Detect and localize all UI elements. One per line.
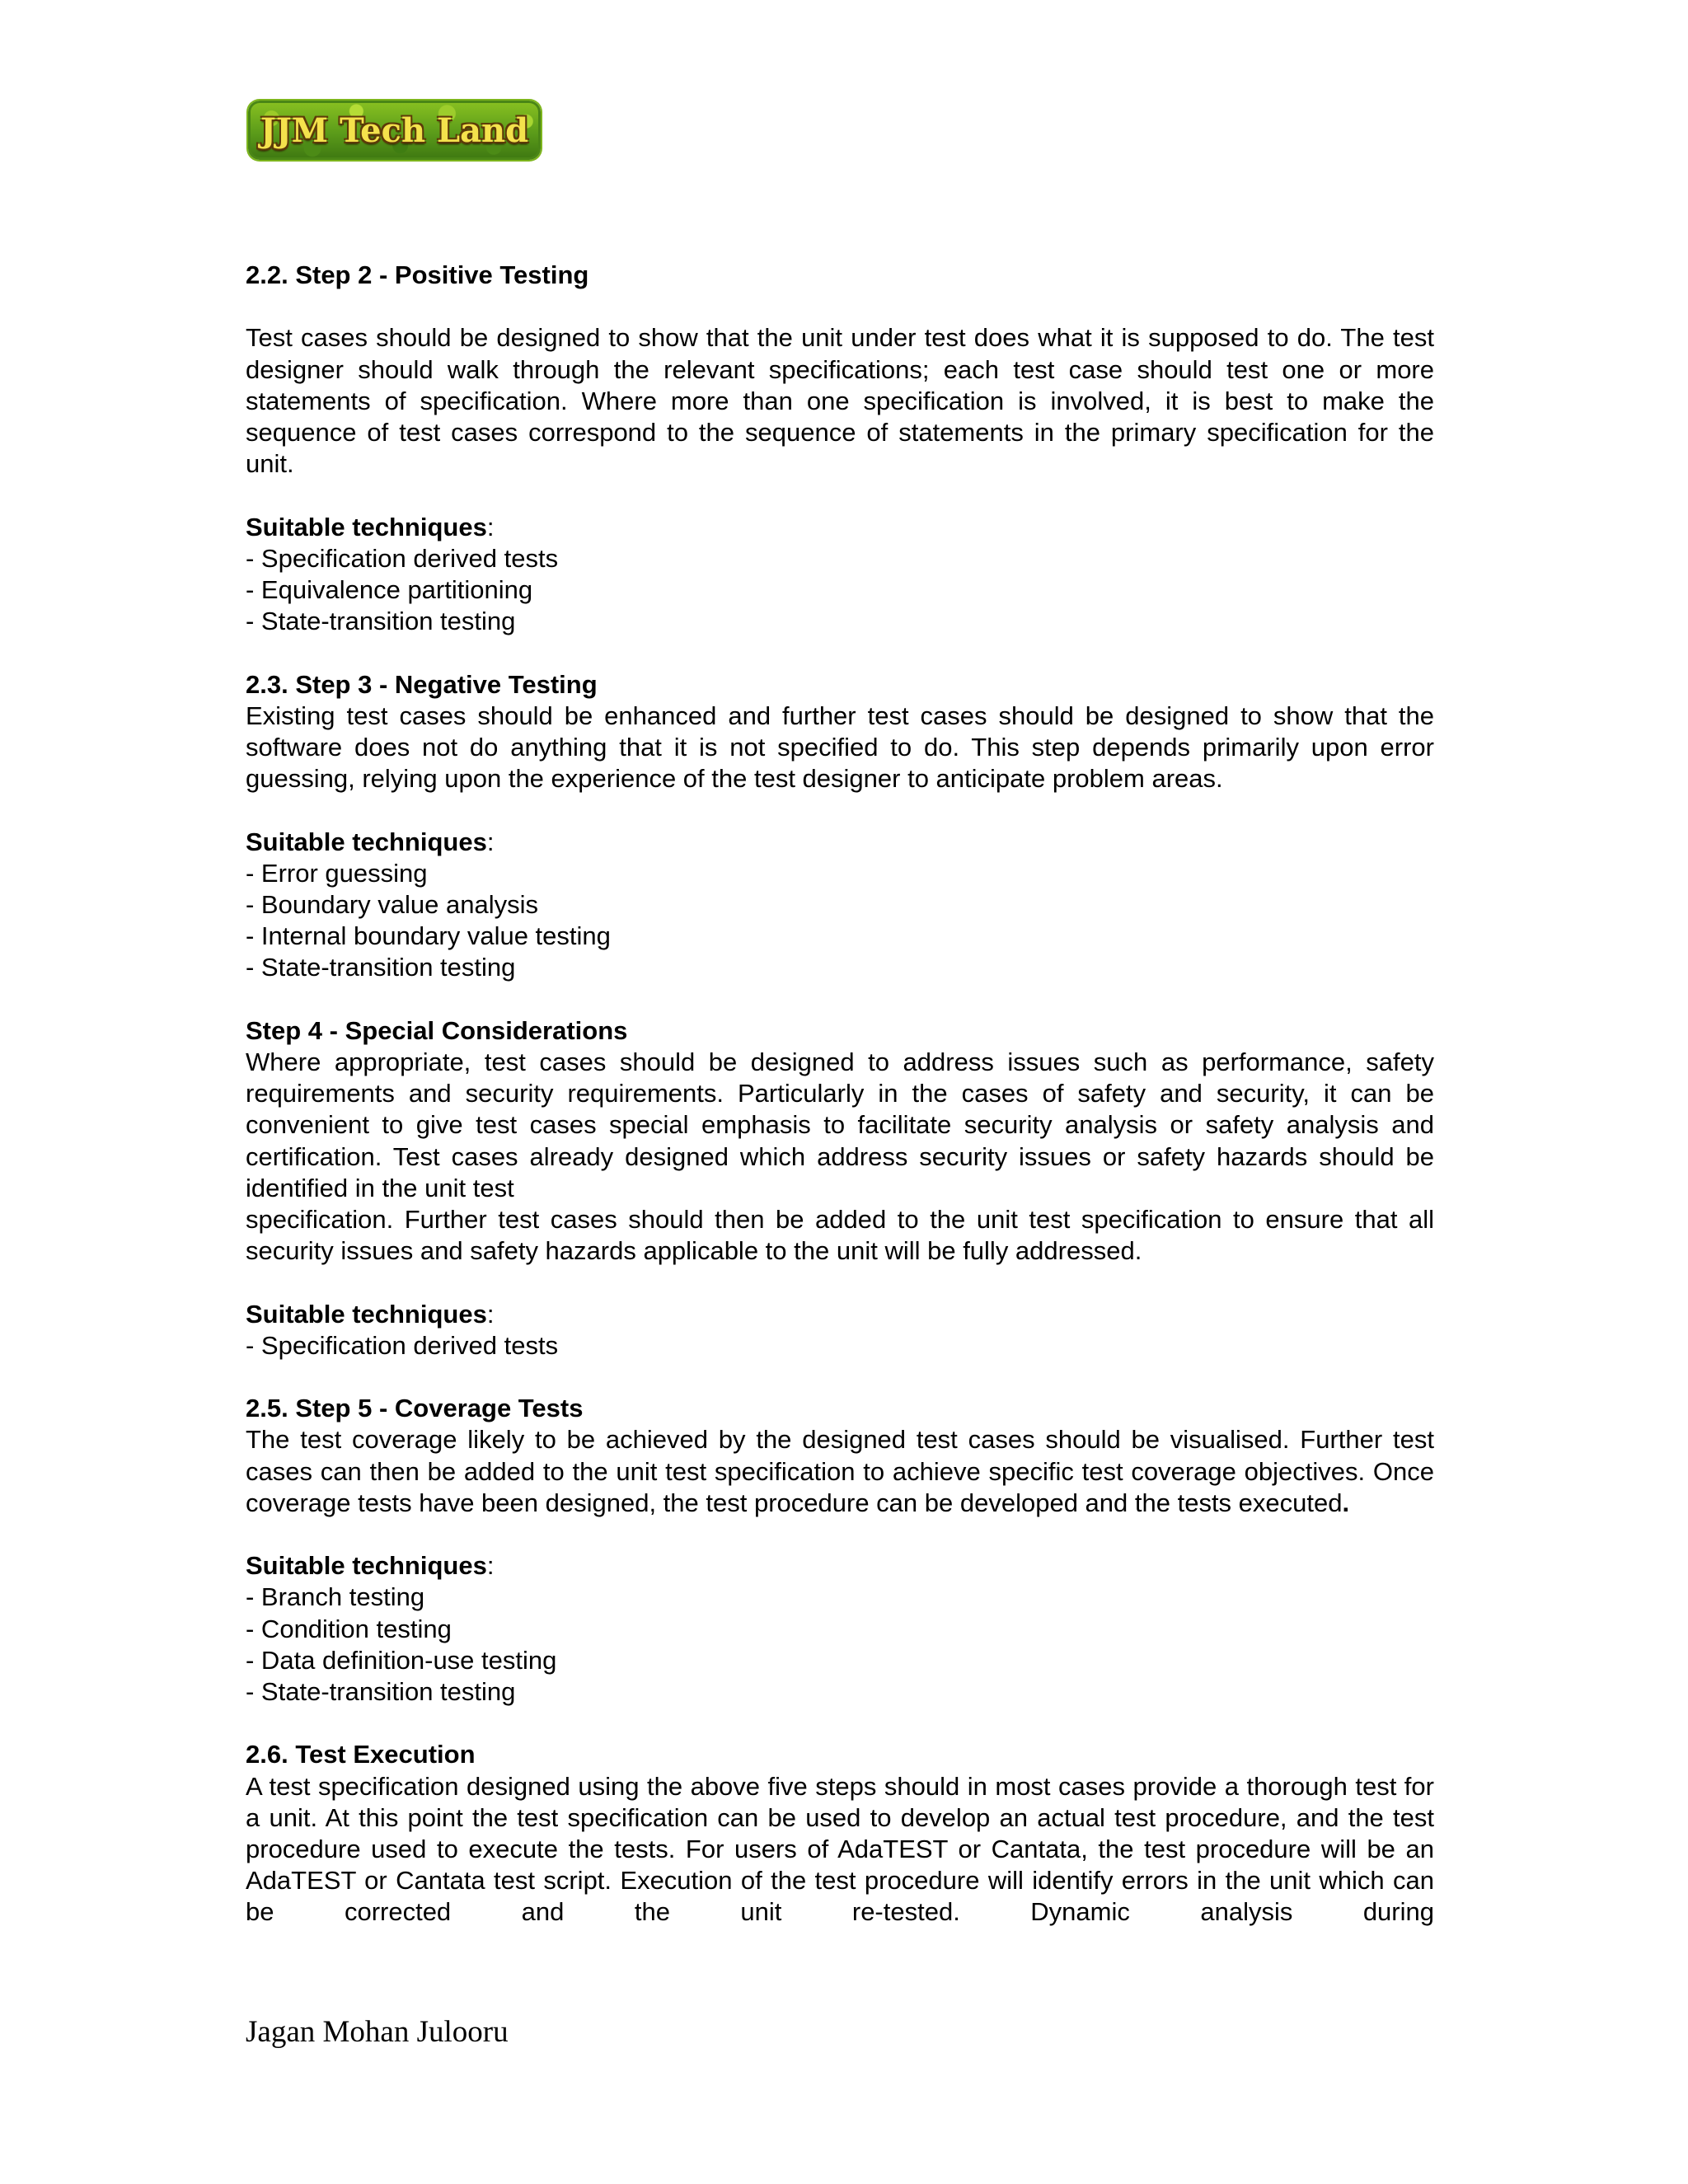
- list-item: - Boundary value analysis: [246, 890, 538, 919]
- spacer: [246, 984, 1434, 1015]
- logo-text: JJM Tech Land: [260, 110, 529, 150]
- techniques-label-text: Suitable techniques: [246, 1299, 487, 1329]
- techniques-label-step3: [246, 827, 1434, 858]
- techniques-label-step4: [246, 1299, 1434, 1330]
- list-item: - Condition testing: [246, 1614, 452, 1643]
- techniques-label-step5: [246, 1550, 1434, 1582]
- spacer: [246, 1267, 1434, 1298]
- list-item: - Specification derived tests: [246, 1330, 559, 1360]
- jjm-tech-land-logo: [248, 101, 541, 160]
- spacer: [246, 291, 1434, 322]
- spacer: [246, 637, 1434, 668]
- list-item: - State-transition testing: [246, 953, 516, 982]
- paragraph-step5-end: .: [1342, 1488, 1350, 1517]
- section-heading-step2: 2.2. Step 2 - Positive Testing: [246, 260, 589, 289]
- techniques-colon: :: [486, 1551, 495, 1581]
- techniques-label-step2: [246, 512, 1434, 543]
- paragraph-step3: Existing test cases should be enhanced and further test cases should be designed to show that the software does not do anything that it is not specified to do. This step depends primarily upon error guessing, relying upon the experience of the test designer to anticipate problem areas.: [246, 701, 1434, 794]
- paragraph-step5-text: The test coverage likely to be achieved by the designed test cases should be visualised. Further test cases can then be added to the unit test specification to achieve specific test coverage objectives. Once coverage tests have been designed, the test procedure can be developed and the tests executed: [246, 1425, 1434, 1517]
- spacer: [246, 1708, 1434, 1739]
- list-item: - Equivalence partitioning: [246, 575, 533, 604]
- techniques-label-text: Suitable techniques: [246, 512, 487, 541]
- paragraph-step2: Test cases should be designed to show that the unit under test does what it is supposed to do. The test designer should walk through the relevant specifications; each test case should test one or more statements of specification. Where more than one specification is involved, it is best to make the sequence of test cases correspond to the sequence of statements in the primary specification for the unit.: [246, 323, 1434, 479]
- list-item: - Internal boundary value testing: [246, 921, 611, 951]
- spacer: [246, 1519, 1434, 1550]
- list-item: - Branch testing: [246, 1582, 425, 1612]
- spacer: [246, 794, 1434, 826]
- list-item: - Error guessing: [246, 858, 428, 888]
- section-heading-execution: 2.6. Test Execution: [246, 1740, 476, 1769]
- techniques-colon: :: [486, 827, 495, 856]
- techniques-label-text: Suitable techniques: [246, 1551, 487, 1581]
- section-heading-step4: Step 4 - Special Considerations: [246, 1015, 628, 1045]
- techniques-label-text: Suitable techniques: [246, 827, 487, 856]
- paragraph-step4-part1: Where appropriate, test cases should be designed to address issues such as performance, safety requirements and security requirements. Particularly in the cases of safety and security, it can be convenient to give test cases special emphasis to facilitate security analysis or safety analysis and certification. Test cases already designed which address security issues or safety hazards should be identified in the unit test: [246, 1047, 1434, 1202]
- paragraph-step5: [246, 1424, 1434, 1519]
- document-body: [246, 260, 1434, 1929]
- section-heading-step5: 2.5. Step 5 - Coverage Tests: [246, 1394, 584, 1423]
- section-heading-step3: 2.3. Step 3 - Negative Testing: [246, 669, 598, 699]
- paragraph-step4-part2: specification. Further test cases should then be added to the unit test specification to ensure that all security issues and safety hazards applicable to the unit will be fully addressed.: [246, 1205, 1434, 1266]
- techniques-colon: :: [486, 512, 495, 541]
- list-item: - Data definition-use testing: [246, 1645, 557, 1675]
- list-item: - State-transition testing: [246, 607, 516, 636]
- list-item: - State-transition testing: [246, 1677, 516, 1707]
- techniques-colon: :: [486, 1299, 495, 1329]
- spacer: [246, 480, 1434, 511]
- spacer: [246, 1361, 1434, 1393]
- list-item: - Specification derived tests: [246, 543, 559, 573]
- footer-author: Jagan Mohan Julooru: [246, 2015, 509, 2049]
- paragraph-execution: A test specification designed using the above five steps should in most cases provide a thorough test for a unit. At this point the test specification can be used to develop an actual test procedure, and the test procedure used to execute the tests. For users of AdaTEST or Cantata, the test procedure will be an AdaTEST or Cantata test script. Execution of the test procedure will identify errors in the unit which can be corrected and the unit re-tested. Dynamic analysis during: [246, 1771, 1434, 1927]
